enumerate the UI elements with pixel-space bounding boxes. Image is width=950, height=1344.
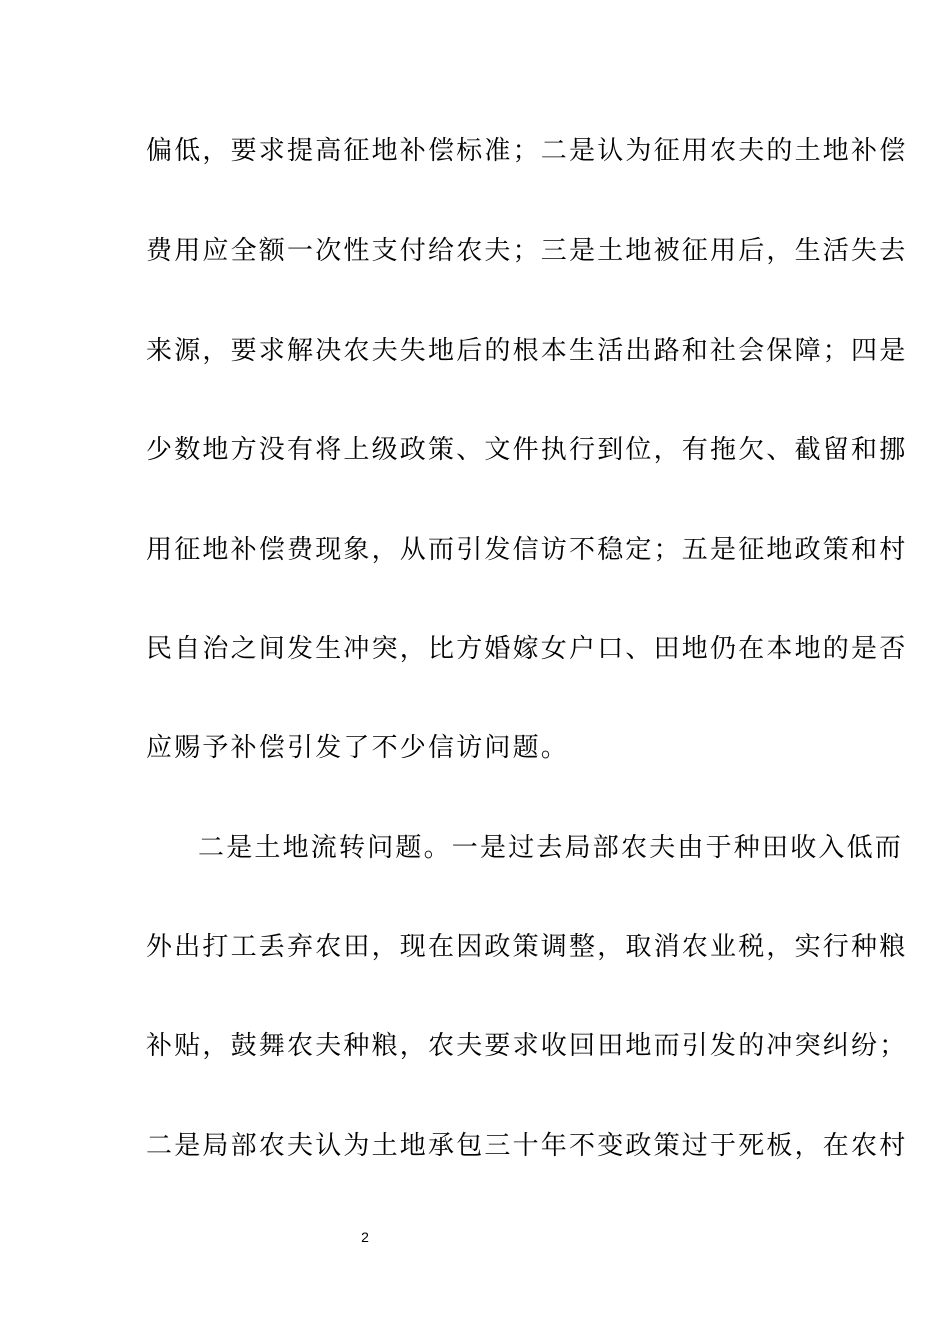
text-line: 用征地补偿费现象，从而引发信访不稳定；五是征地政策和村 <box>146 535 908 565</box>
page-number: 2 <box>361 1229 369 1245</box>
text-line: 费用应全额一次性支付给农夫；三是土地被征用后，生活失去 <box>146 236 908 266</box>
text-line: 少数地方没有将上级政策、文件执行到位，有拖欠、截留和挪 <box>146 435 908 465</box>
text-line: 民自治之间发生冲突，比方婚嫁女户口、田地仍在本地的是否 <box>146 634 908 664</box>
text-line: 来源，要求解决农夫失地后的根本生活出路和社会保障；四是 <box>146 336 908 366</box>
text-line: 二是局部农夫认为土地承包三十年不变政策过于死板，在农村 <box>146 1131 908 1161</box>
text-line: 外出打工丢弃农田，现在因政策调整，取消农业税，实行种粮 <box>146 932 908 962</box>
text-line: 偏低，要求提高征地补偿标准；二是认为征用农夫的土地补偿 <box>146 136 908 166</box>
paragraph-first-line: 二是土地流转问题。一是过去局部农夫由于种田收入低而 <box>198 833 904 863</box>
text-line: 应赐予补偿引发了不少信访问题。 <box>146 733 570 763</box>
text-line: 补贴，鼓舞农夫种粮，农夫要求收回田地而引发的冲突纠纷； <box>146 1031 908 1061</box>
